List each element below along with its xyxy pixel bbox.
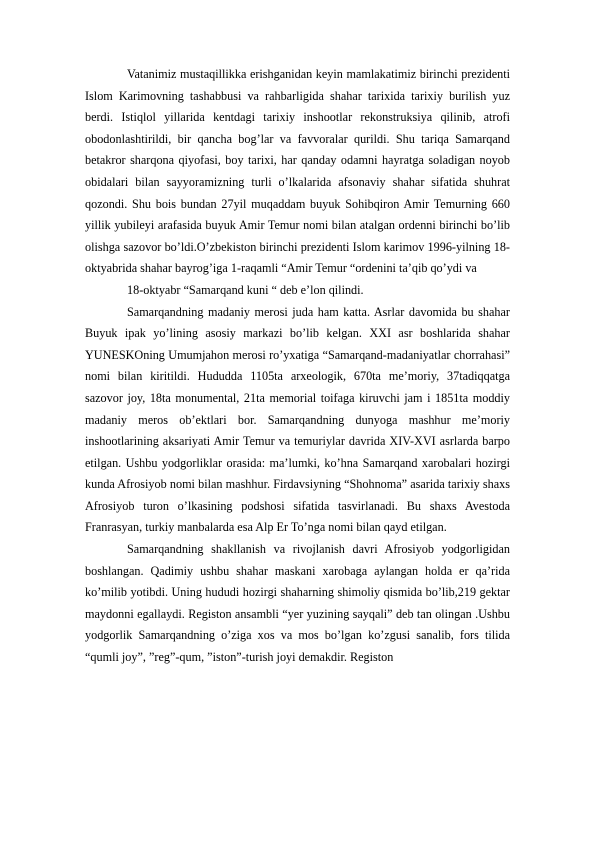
body-text: [85, 64, 510, 669]
paragraph-1: Vatanimiz mustaqillikka erishganidan keyin mamlakatimiz birinchi prezidenti Islom Karimovning tashabbusi va rahbarligida shahar tarixida tarixiy burilish yuz berdi. Istiqlol yillarida kentdagi tarixiy inshootlar rekonstruksiya qilinib, atrofi obodonlashtirildi, bir qancha bog’lar va favvoralar qurildi. Shu tariqa Samarqand betakror sharqona qiyofasi, boy tarixi, har qanday odamni hayratga soladigan noyob obidalari bilan sayyoramizning turli o’lkalarida afsonaviy shahar sifatida shuhrat qozondi. Shu bois bundan 27yil muqaddam buyuk Sohibqiron Amir Temurning 660 yillik yubileyi arafasida buyuk Amir Temur nomi bilan atalgan ordenni birinchi bo’lib olishga sazovor bo’ldi.O’zbekiston birinchi prezidenti Islom karimov 1996-yilning 18-oktyabrida shahar bayrog’iga 1-raqamli “Amir Temur “ordenini ta’qib qo’ydi va: [85, 67, 510, 276]
paragraph-4: Samarqandning shakllanish va rivojlanish davri Afrosiyob yodgorligidan boshlangan. Qadimiy ushbu shahar maskani xarobaga aylangan holda er qa’rida ko’milib yotibdi. Uning hududi hozirgi shaharning shimoliy qismida bo’lib,219 gektar maydonni egallaydi. Registon ansambli “yer yuzining sayqali” deb tan olingan .Ushbu yodgorlik Samarqandning o’ziga xos va mos bo’lgan ko’zgusi sanalib, fors tilida “qumli joy”, ”reg”-qum, ”iston”-turish joyi demakdir. Registon: [85, 542, 510, 665]
paragraph-3: Samarqandning madaniy merosi juda ham katta. Asrlar davomida bu shahar Buyuk ipak yo’lining asosiy markazi bo’lib kelgan. XXI asr boshlarida shahar YUNESKOning Umumjahon merosi ro’yxatiga “Samarqand-madaniyatlar chorrahasi” nomi bilan kiritildi. Hududda 1105ta arxeologik, 670ta me’moriy, 37tadiqqatga sazovor joy, 18ta monumental, 21ta memorial toifaga kiruvchi jam i 1851ta moddiy madaniy meros ob’ektlari bor. Samarqandning dunyoga mashhur me’moriy inshootlarining aksariyati Amir Temur va temuriylar davrida XIV-XVI asrlarda barpo etilgan. Ushbu yodgorliklar orasida: ma’lumki, ko’hna Samarqand xarobalari hozirgi kunda Afrosiyob nomi bilan mashhur. Firdavsiyning “Shohnoma” asarida tarixiy shaxs Afrosiyob turon o’lkasining podshosi sifatida tasvirlanadi. Bu shaxs Avestoda Franrasyan, turkiy manbalarda esa Alp Er To’nga nomi bilan qayd etilgan.: [85, 304, 510, 535]
paragraph-2: 18-oktyabr “Samarqand kuni “ deb e’lon qilindi.: [127, 282, 364, 297]
